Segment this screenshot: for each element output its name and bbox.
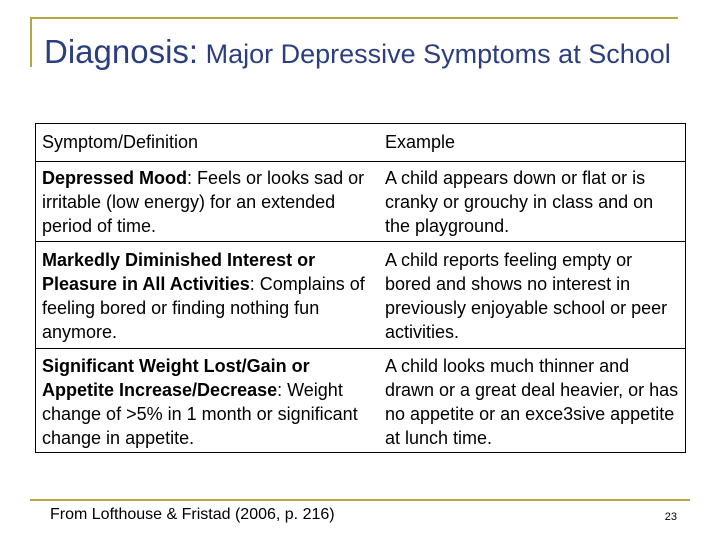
symptom-definition: : Complains of feeling bored or finding nothing fun anymore. [42, 274, 365, 342]
symptom-term: Depressed Mood [42, 168, 188, 188]
example-cell: A child looks much thinner and drawn or a great deal heavier, or has no appetite or an exce3sive appetite at lunch time. [377, 349, 686, 453]
symptom-definition: : Feels or looks sad or irritable (low energy) for an extended period of time. [42, 168, 365, 236]
slide-title [44, 30, 694, 74]
source-citation: From Lofthouse & Fristad (2006, p. 216) [50, 506, 335, 523]
symptom-cell [36, 349, 378, 453]
table-row [36, 162, 686, 242]
slide-title-lead: Diagnosis: [44, 33, 199, 70]
accent-line-left [30, 17, 32, 67]
symptoms-table [35, 123, 686, 453]
page-number: 23 [664, 511, 677, 523]
accent-line-bottom [30, 499, 690, 501]
symptom-definition: : Weight change of >5% in 1 month or significant change in appetite. [42, 380, 358, 448]
table-row [36, 242, 686, 349]
table-row [36, 349, 686, 453]
symptom-cell [36, 162, 378, 242]
symptom-cell [36, 242, 378, 349]
symptom-term: Significant Weight Lost/Gain or Appetite Increase/Decrease [42, 356, 310, 400]
example-cell: A child appears down or flat or is cranky or grouchy in class and on the playground. [377, 162, 686, 242]
example-cell: A child reports feeling empty or bored and shows no interest in previously enjoyable school or peer activities. [377, 242, 686, 349]
table-header-row [36, 124, 686, 162]
header-symptom-definition: Symptom/Definition [36, 124, 378, 162]
symptom-term: Markedly Diminished Interest or Pleasure in All Activities [42, 250, 316, 294]
slide-title-rest: Major Depressive Symptoms at School [198, 39, 671, 69]
accent-line-top [30, 17, 678, 19]
header-example: Example [377, 124, 686, 162]
